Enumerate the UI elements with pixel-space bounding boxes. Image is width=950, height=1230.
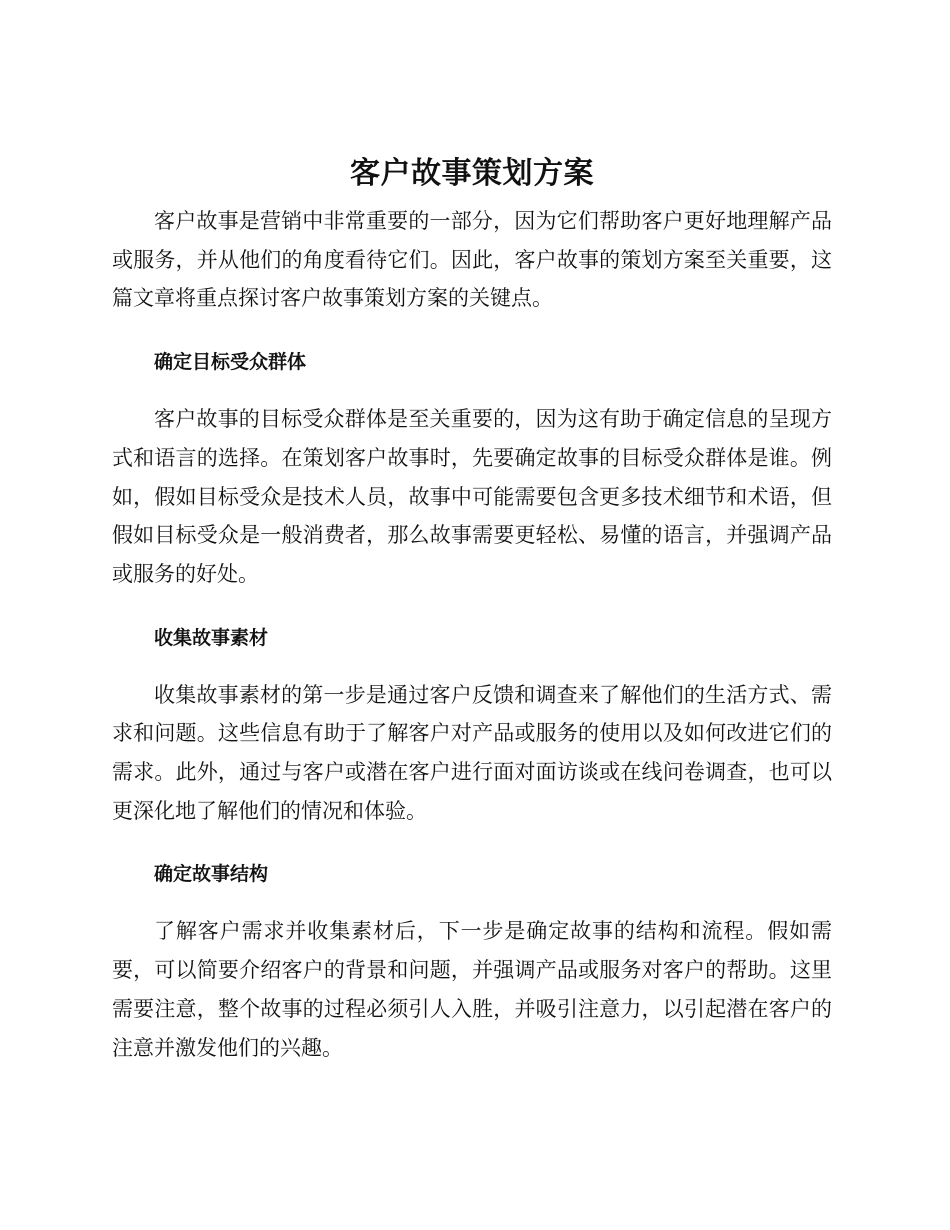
spacer [112, 830, 832, 860]
section-heading-target-audience: 确定目标受众群体 [154, 351, 307, 374]
spacer [112, 888, 832, 912]
spacer [112, 652, 832, 676]
intro-paragraph: 客户故事是营销中非常重要的一部分，因为它们帮助客户更好地理解产品或服务，并从他们的角度看待它们。因此，客户故事的策划方案至关重要，这篇文章将重点探讨客户故事策划方案的关键点。 [112, 209, 832, 311]
document-title: 客户故事策划方案 [350, 156, 594, 191]
section-heading-collect-material: 收集故事素材 [154, 626, 269, 649]
spacer [112, 318, 832, 348]
section-body-collect-material: 收集故事素材的第一步是通过客户反馈和调查来了解他们的生活方式、需求和问题。这些信息有助于了解客户对产品或服务的使用以及如何改进它们的需求。此外，通过与客户或潜在客户进行面对面访谈或在线问卷调查，也可以更深化地了解他们的情况和体验。 [112, 682, 832, 823]
spacer [112, 594, 832, 624]
section-body-target-audience: 客户故事的目标受众群体是至关重要的，因为这有助于确定信息的呈现方式和语言的选择。在策划客户故事时，先要确定故事的目标受众群体是谁。例如，假如目标受众是技术人员，故事中可能需要包含更多技术细节和术语，但假如目标受众是一般消费者，那么故事需要更轻松、易懂的语言，并强调产品或服务的好处。 [112, 407, 832, 586]
section-heading-story-structure: 确定故事结构 [154, 863, 269, 886]
spacer [112, 376, 832, 400]
section-body-story-structure: 了解客户需求并收集素材后，下一步是确定故事的结构和流程。假如需要，可以简要介绍客户的背景和问题，并强调产品或服务对客户的帮助。这里需要注意，整个故事的过程必须引人入胜，并吸引注意力，以引起潜在客户的注意并激发他们的兴趣。 [112, 919, 832, 1060]
